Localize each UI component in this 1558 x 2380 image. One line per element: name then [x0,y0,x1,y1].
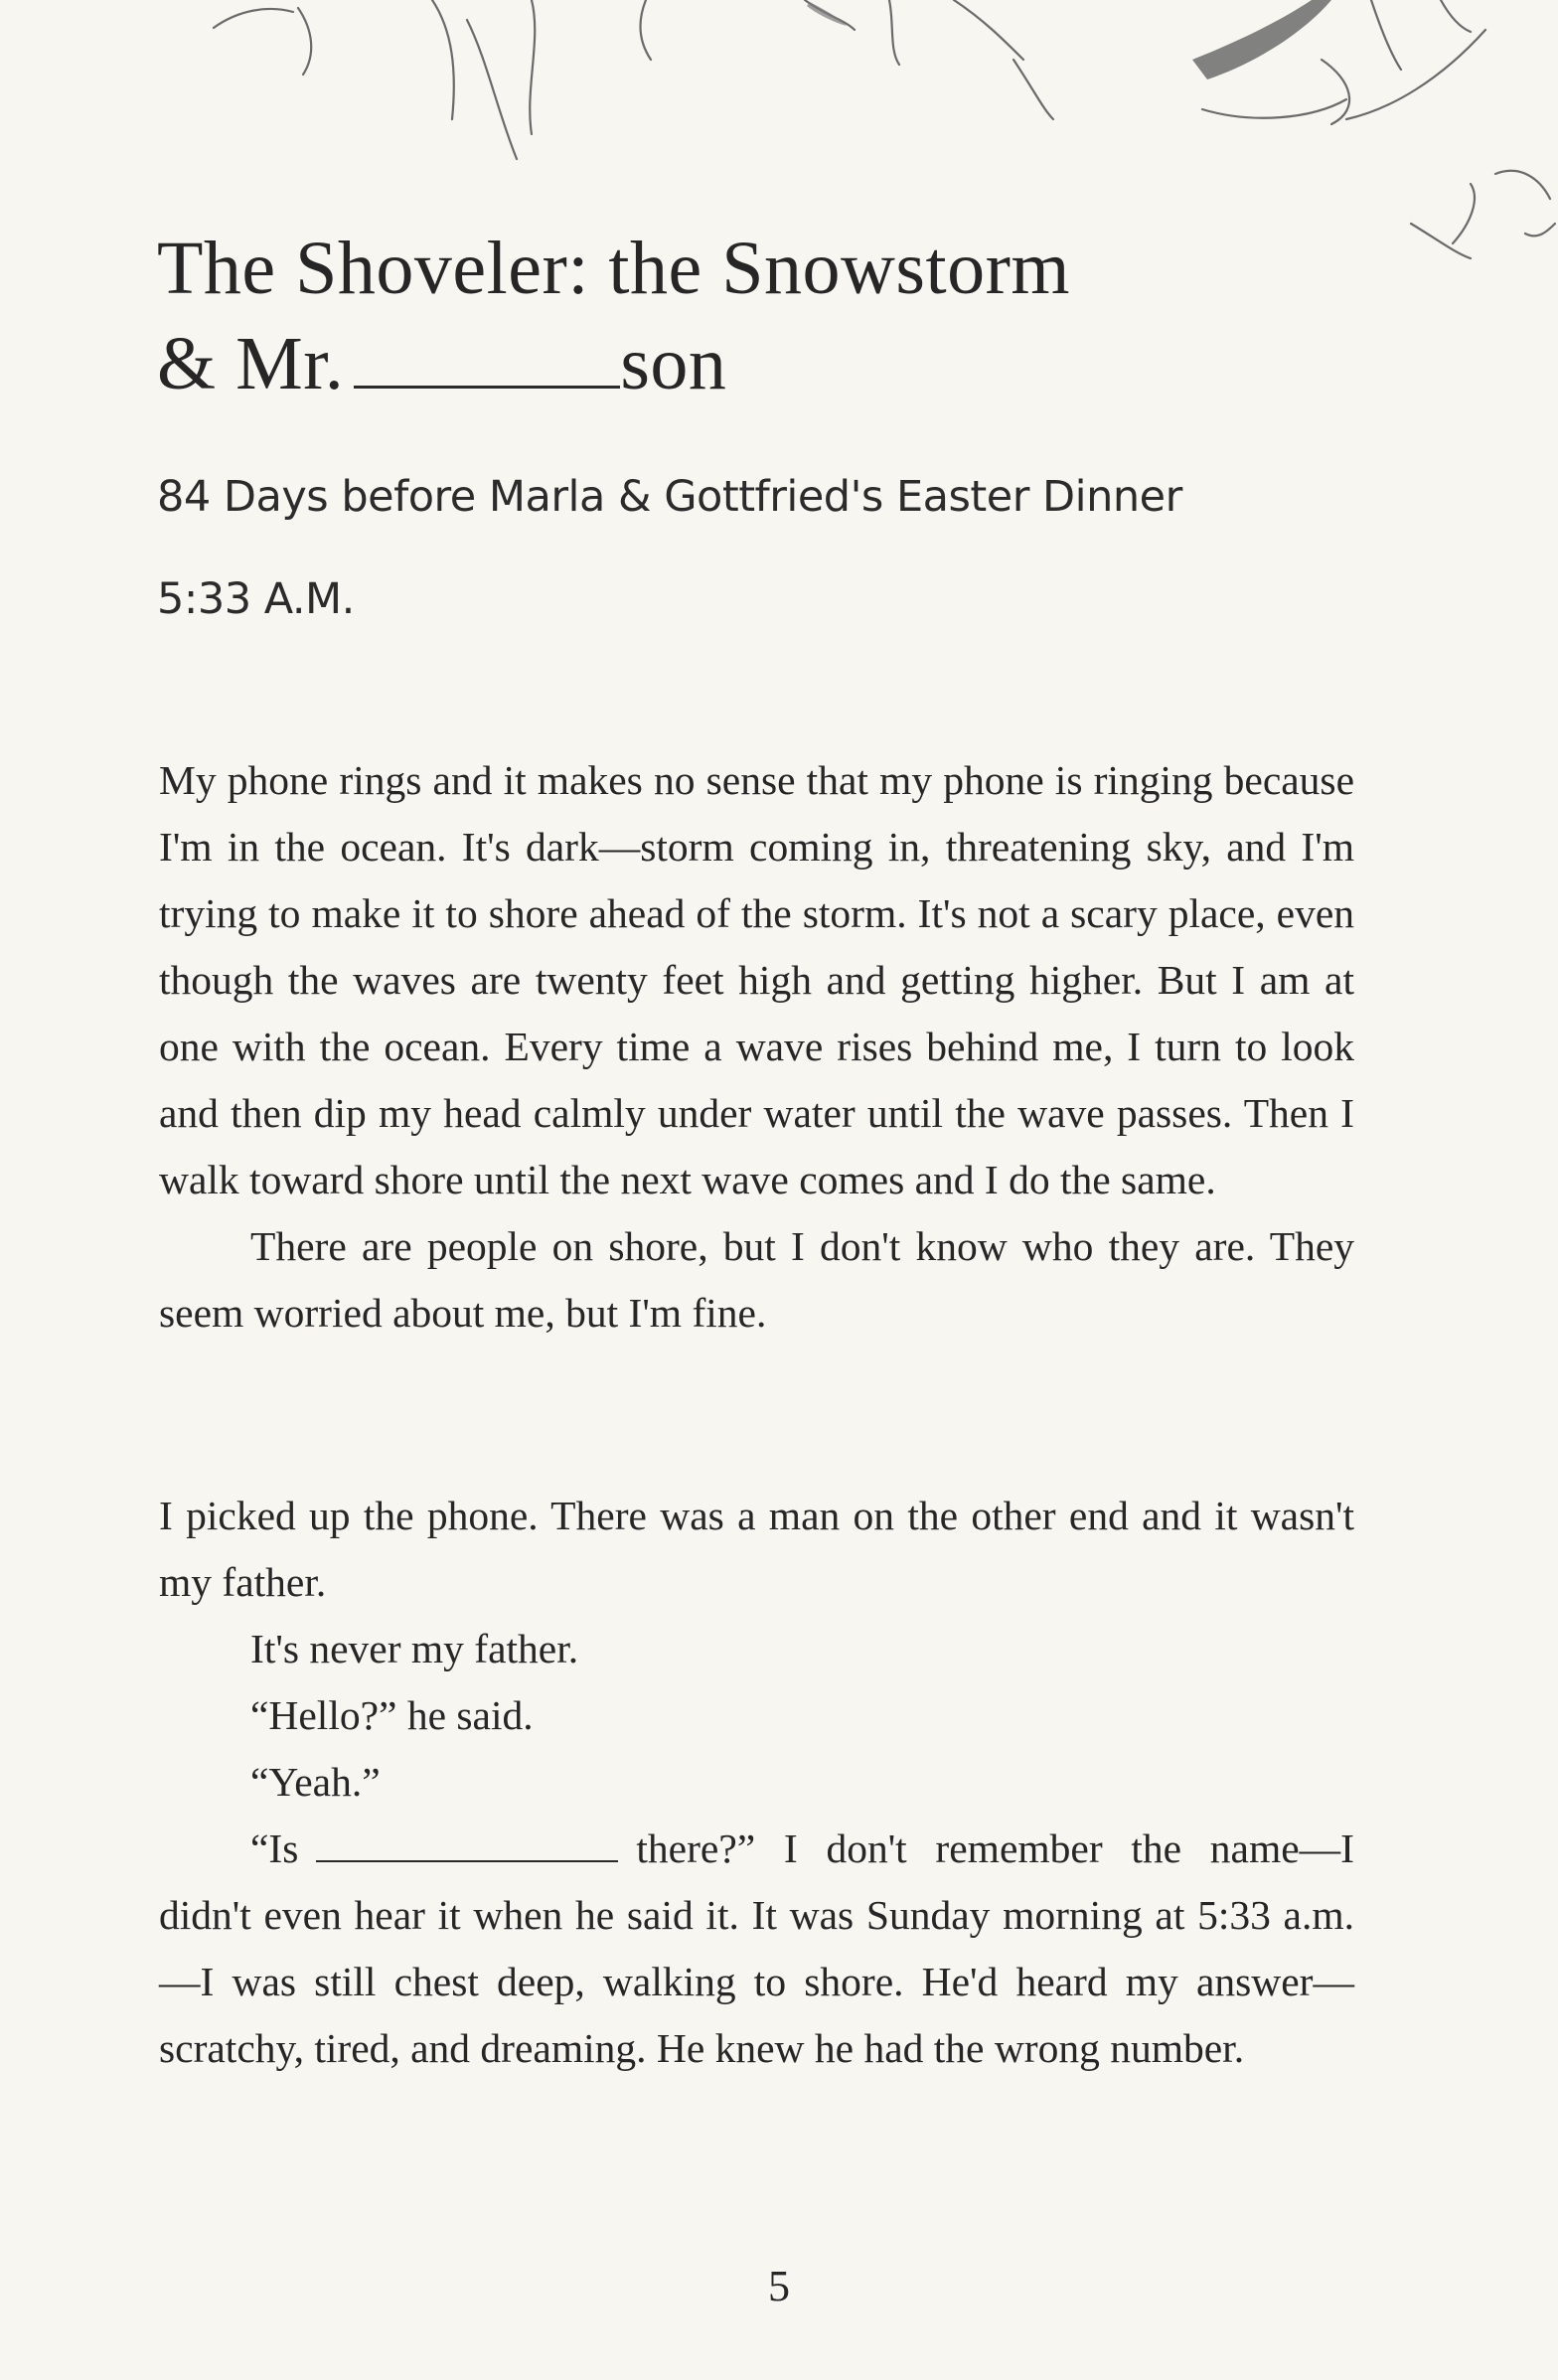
dialogue-there: there?” I don't remember the name—I didn't even hear it when he said it. It was Sunday morning at 5:33 a.m.—I was still chest deep, walking to shore. He'd heard my answer—scratchy, tired, and dreaming. He knew he had the wrong number. [159,1825,1354,2071]
dream-paragraph-1: My phone rings and it makes no sense that my phone is ringing because I'm in the ocean. It's dark—storm coming in, threatening sky, and I'm trying to make it to shore ahead of the storm. It's not a scary place, even though the waves are twenty feet high and getting higher. But I am at one with the ocean. Every time a wave rises behind me, I turn to look and then dip my head calmly under water until the wave passes. Then I walk toward shore until the next wave comes and I do the same. [159,757,1354,1202]
title-suffix: son [620,322,727,405]
waking-paragraph-wrong-number [159,1816,1354,2082]
dream-paragraph-2: There are people on shore, but I don't know who they are. They seem worried about me, but I'm fine. [159,1223,1354,1336]
title-name-blank [354,332,620,389]
dialogue-hello: “Hello?” he said. [250,1692,534,1738]
title-prefix: & Mr. [157,322,345,405]
waking-paragraph-1: I picked up the phone. There was a man on the other end and it wasn't my father. [159,1493,1354,1605]
waking-paragraph-2: It's never my father. [250,1626,579,1671]
waking-section [159,1483,1354,2082]
chapter-title-line-2 [157,316,1250,411]
time-heading: 5:33 A.M. [157,574,355,624]
dialogue-is: “Is [250,1825,299,1871]
countdown-heading: 84 Days before Marla & Gottfried's Easter Dinner [157,472,1182,522]
page-number: 5 [768,2262,790,2310]
dialogue-yeah: “Yeah.” [250,1759,381,1805]
chapter-title [157,221,1250,411]
dream-section [159,747,1354,1347]
name-blank [316,1830,618,1862]
chapter-title-line-1: The Shoveler: the Snowstorm [157,227,1071,310]
